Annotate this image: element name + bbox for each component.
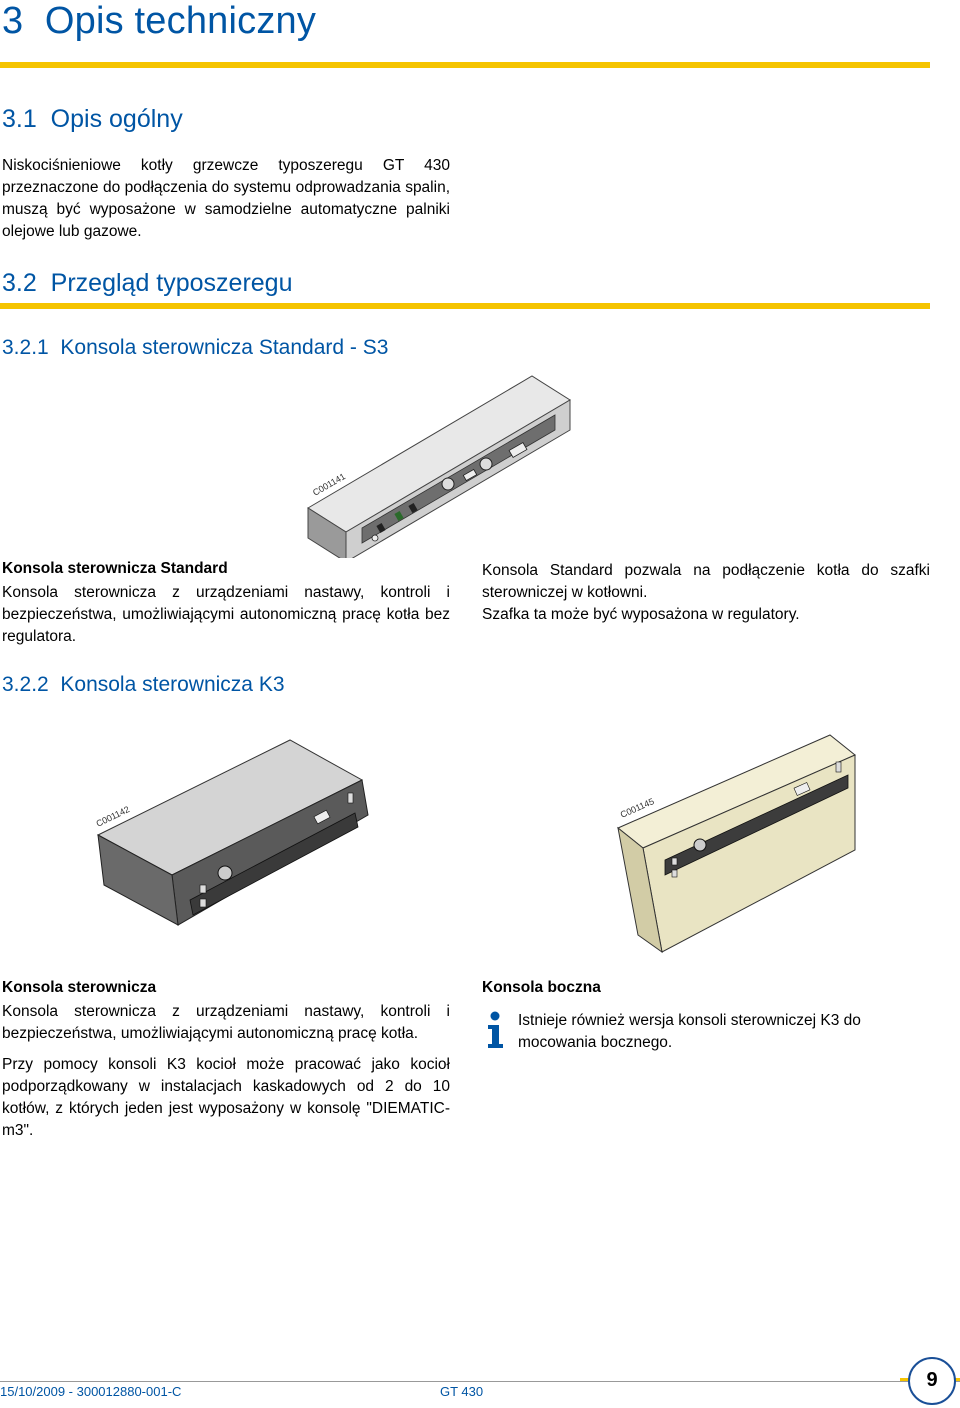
section-number: 3.2 [2, 269, 37, 297]
chapter-rule [0, 62, 930, 68]
k3-right-text [518, 1010, 934, 1054]
section-rule [0, 303, 930, 309]
figure-code-k3-side: C001145 [618, 796, 656, 820]
s3-right-paragraph-2: Szafka ta może być wyposażona w regulatory. [482, 606, 800, 623]
section-title-3-2 [2, 269, 292, 298]
s3-right-text [482, 560, 930, 626]
subsection-title-text: Konsola sterownicza K3 [60, 673, 285, 696]
footer-rule [0, 1381, 960, 1382]
section-title-text: Opis ogólny [50, 105, 183, 133]
info-icon [484, 1010, 506, 1050]
s3-left-text [2, 582, 450, 648]
subsection-number: 3.2.2 [2, 673, 49, 696]
section-title-text: Przegląd typoszeregu [50, 269, 293, 297]
chapter-number: 3 [2, 0, 24, 42]
chapter-title [2, 0, 316, 43]
k3-left-heading: Konsola sterownicza [2, 979, 157, 996]
k3-left-paragraph-1: Konsola sterownicza z urządzeniami nastawy, kontroli i bezpieczeństwa, umożliwiającymi autonomiczną pracę kotła. [2, 1003, 450, 1042]
console-s3-figure [300, 368, 590, 558]
general-description-text: Niskociśnieniowe kotły grzewcze typoszeregu GT 430 przeznaczone do podłączenia do systemu odprowadzania spalin, muszą być wyposażone w samodzielne automatyczne palniki olejowe lub gazowe. [2, 157, 450, 240]
page-number-badge [908, 1357, 956, 1405]
general-description [2, 155, 450, 243]
subsection-title-text: Konsola sterownicza Standard - S3 [60, 336, 389, 359]
s3-left-heading: Konsola sterownicza Standard [2, 560, 228, 577]
subsection-number: 3.2.1 [2, 336, 49, 359]
s3-right-paragraph-1: Konsola Standard pozwala na podłączenie kotła do szafki sterowniczej w kotłowni. [482, 562, 930, 601]
subsection-title-3-2-2 [2, 673, 285, 697]
s3-left-paragraph: Konsola sterownicza z urządzeniami nastawy, kontroli i bezpieczeństwa, umożliwiającymi autonomiczną pracę kotła bez regulatora. [2, 584, 450, 645]
footer-date-ref: 15/10/2009 - 300012880-001-C [0, 1384, 182, 1399]
page-number: 9 [926, 1369, 938, 1391]
chapter-title-text: Opis techniczny [44, 0, 317, 42]
k3-right-paragraph: Istnieje również wersja konsoli sterowniczej K3 do mocowania bocznego. [518, 1012, 861, 1051]
k3-left-paragraph-2: Przy pomocy konsoli K3 kocioł może pracować jako kocioł podporządkowany w instalacjach kaskadowych od 2 do 10 kotłów, z których jeden jest wyposażony w konsolę "DIEMATIC-m3". [2, 1056, 450, 1139]
footer-product: GT 430 [440, 1384, 484, 1399]
section-number: 3.1 [2, 105, 37, 133]
k3-right-heading: Konsola boczna [482, 979, 601, 996]
subsection-title-3-2-1 [2, 336, 388, 360]
section-title-3-1 [2, 105, 183, 134]
k3-left-text [2, 1001, 450, 1142]
figure-code-k3: C001142 [94, 804, 132, 829]
console-k3-figure [90, 735, 380, 930]
figure-code-s3: C001141 [311, 471, 348, 498]
console-k3-side-figure [610, 730, 860, 960]
